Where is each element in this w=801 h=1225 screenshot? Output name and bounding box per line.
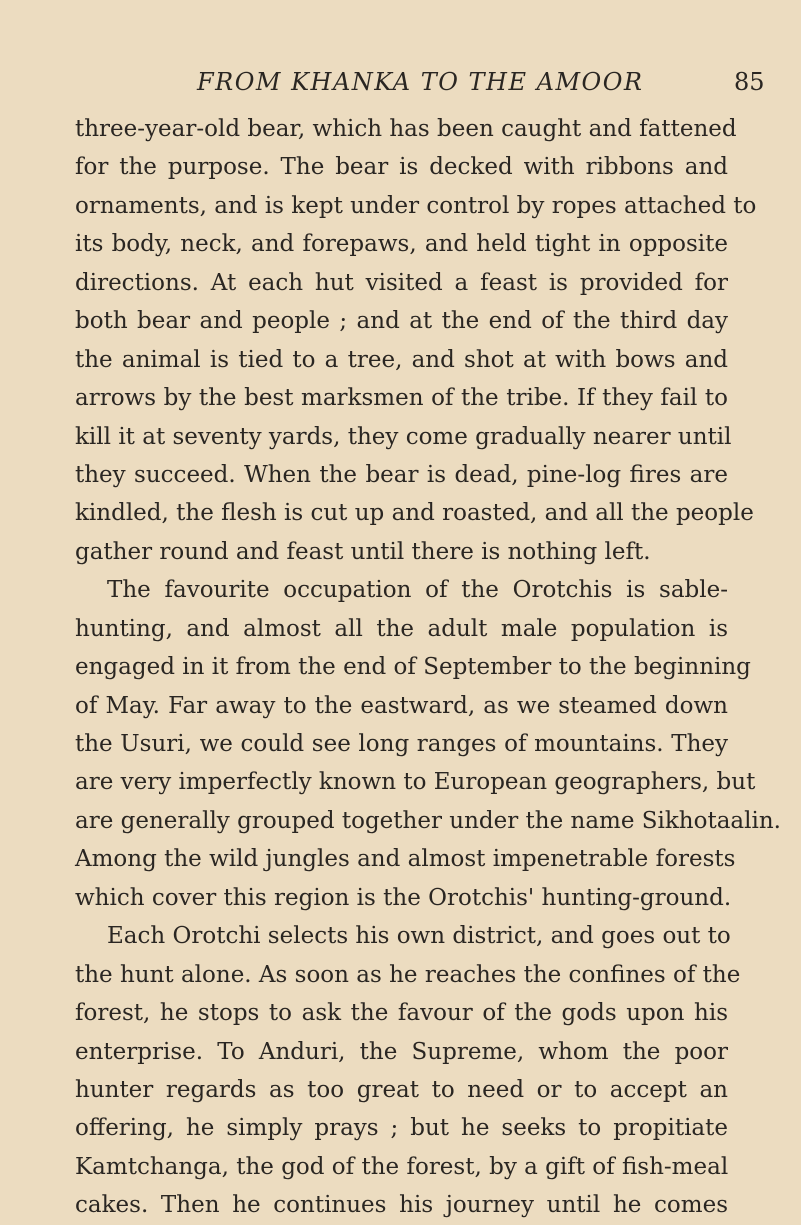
text-line: the hunt alone. As soon as he reaches the confines of the <box>75 961 741 988</box>
text-line: cakes. Then he continues his journey until he comes <box>75 1192 728 1219</box>
running-title: FROM KHANKA TO THE AMOOR <box>197 68 644 96</box>
text-line: engaged in it from the end of September to the beginning <box>75 654 751 681</box>
page-number: 85 <box>734 68 765 96</box>
text-line: offering, he simply prays ; but he seeks to propitiate <box>75 1115 728 1142</box>
text-line: Among the wild jungles and almost impenetrable forests <box>75 846 736 873</box>
text-line: forest, he stops to ask the favour of the gods upon his <box>75 1000 728 1027</box>
text-line: hunting, and almost all the adult male population is <box>75 615 728 642</box>
text-line: arrows by the best marksmen of the tribe. If they fail to <box>75 385 728 412</box>
text-line: the animal is tied to a tree, and shot at with bows and <box>75 346 728 373</box>
running-head <box>0 62 801 102</box>
text-line: they succeed. When the bear is dead, pine-log fires are <box>75 461 728 488</box>
text-line: enterprise. To Anduri, the Supreme, whom the poor <box>75 1038 728 1065</box>
text-line: Kamtchanga, the god of the forest, by a gift of fish-meal <box>75 1153 729 1180</box>
text-line: its body, neck, and forepaws, and held tight in opposite <box>75 231 728 258</box>
text-line: of May. Far away to the eastward, as we steamed down <box>75 692 728 719</box>
text-line: ornaments, and is kept under control by ropes attached to <box>75 192 757 219</box>
text-line: both bear and people ; and at the end of the third day <box>75 308 728 335</box>
text-line: three-year-old bear, which has been caught and fattened <box>75 116 737 142</box>
text-line: are very imperfectly known to European geographers, but <box>75 769 756 796</box>
text-line: kill it at seventy yards, they come gradually nearer until <box>75 423 732 450</box>
body-text <box>75 110 781 1225</box>
text-line: the Usuri, we could see long ranges of mountains. They <box>75 731 728 757</box>
paragraph-start-line: The favourite occupation of the Orotchis is sable- <box>107 577 728 604</box>
text-line: are generally grouped together under the name Sikhotaalin. <box>75 807 781 834</box>
paragraph-start-line: Each Orotchi selects his own district, and goes out to <box>107 923 731 950</box>
text-line: directions. At each hut visited a feast is provided for <box>75 269 728 296</box>
paragraph-end-line: which cover this region is the Orotchis' hunting-ground. <box>75 884 732 911</box>
text-line: for the purpose. The bear is decked with ribbons and <box>75 154 728 181</box>
paragraph-end-line: gather round and feast until there is nothing left. <box>75 538 651 565</box>
text-line: kindled, the flesh is cut up and roasted, and all the people <box>75 500 754 527</box>
text-line: hunter regards as too great to need or to accept an <box>75 1076 728 1103</box>
